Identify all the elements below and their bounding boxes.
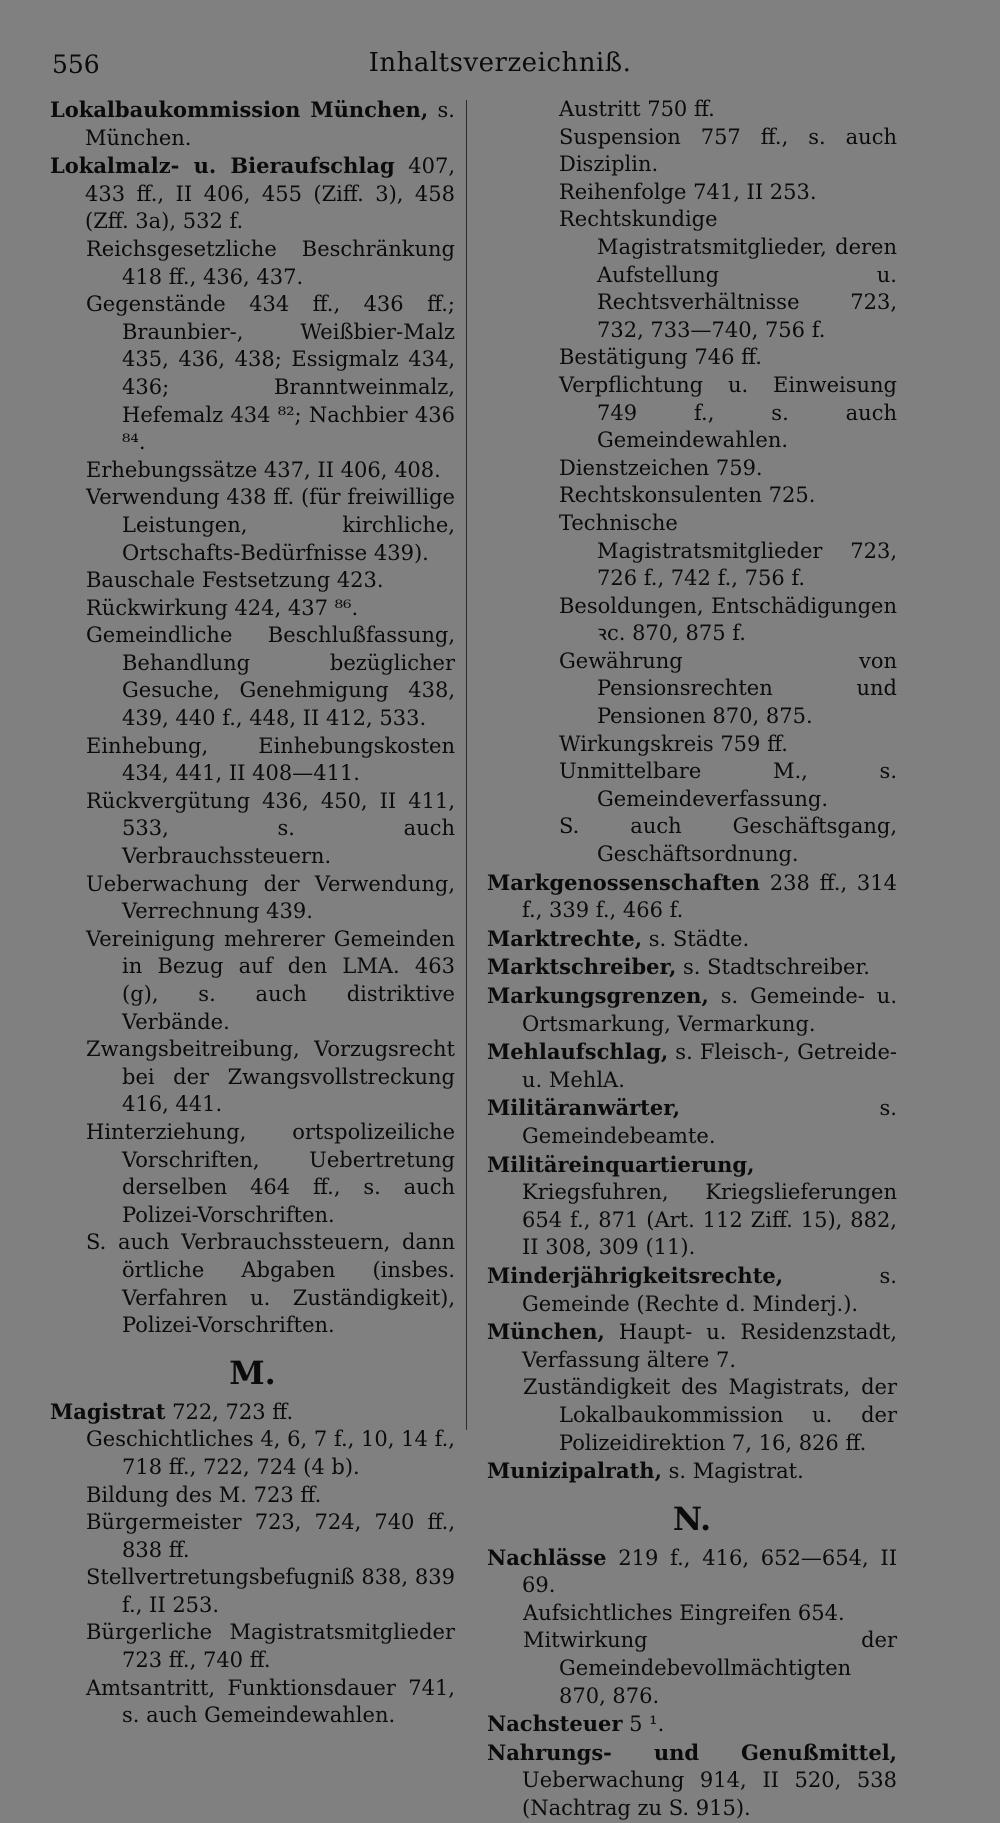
entry-references: s. Stadtschreiber. <box>676 955 870 980</box>
entry-references: 219 f., 416, 652—654, II 69. <box>522 1545 897 1598</box>
entry-references: S. auch Verbrauchssteuern, dann örtliche Abgaben (insbes. Verfahren u. Zuständigkeit), Polizei-Vorschriften. <box>86 1230 455 1338</box>
index-subentry <box>487 179 897 207</box>
index-subentry <box>50 1482 455 1510</box>
section-letter: M. <box>229 1353 276 1392</box>
column-divider <box>466 100 467 1430</box>
index-subentry <box>50 236 455 291</box>
entry-references: s. Gemeindebeamte. <box>522 1096 897 1148</box>
index-subentry <box>487 455 897 483</box>
entry-references: Rückwirkung 424, 437 ⁸⁶. <box>86 595 359 620</box>
entry-references: Rechtskonsulenten 725. <box>559 483 816 508</box>
index-subentry <box>50 1675 455 1730</box>
index-subentry <box>50 1229 455 1339</box>
index-entry <box>487 1544 897 1600</box>
index-subentry <box>50 595 455 623</box>
entry-references: s. Städte. <box>642 926 750 951</box>
entry-references: s. Magistrat. <box>661 1459 804 1484</box>
index-subentry <box>487 758 897 813</box>
entry-headword: Mehlaufschlag, <box>487 1039 669 1065</box>
entry-references: Dienstzeichen 759. <box>559 455 763 480</box>
entry-headword: Marktschreiber, <box>487 954 677 980</box>
entry-references: Gegenstände 434 ff., 436 ff.; Braunbier-, Weißbier-Malz 435, 436, 438; Essigmalz 434, 436; Branntweinmalz, Hefemalz 434 ⁸²; Nachbier 436 ⁸⁴. <box>86 292 455 455</box>
entry-headword: Magistrat <box>50 1398 166 1424</box>
entry-references: Kriegsfuhren, Kriegslieferungen 654 f., 871 (Art. 112 Ziff. 15), 882, II 308, 309 (11). <box>522 1180 897 1260</box>
index-subentry <box>50 1619 455 1674</box>
entry-references: Zuständigkeit des Magistrats, der Lokalbaukommission u. der Polizeidirektion 7, 16, 826 ff. <box>523 1375 897 1455</box>
entry-references: Gewährung von Pensionsrechten und Pensionen 870, 875. <box>559 648 897 729</box>
entry-references: Gemeindliche Beschlußfassung, Behandlung bezüglicher Gesuche, Genehmigung 438, 439, 440 f., 448, II 412, 533. <box>86 623 455 731</box>
index-subentry <box>487 1627 897 1710</box>
entry-references: Technische Magistratsmitglieder 723, 726 f., 742 f., 756 f. <box>559 510 897 591</box>
index-entry <box>487 1739 897 1823</box>
right-column <box>487 96 897 1823</box>
entry-references: Verpflichtung u. Einweisung 749 f., s. auch Gemeindewahlen. <box>559 372 897 453</box>
entry-references: Wirkungskreis 759 ff. <box>559 731 788 756</box>
entry-references: Haupt- u. Residenzstadt, Verfassung ältere 7. <box>522 1320 897 1372</box>
entry-references: Ueberwachung der Verwendung, Verrechnung 439. <box>86 871 455 924</box>
index-entry <box>487 1151 897 1262</box>
entry-references: Bürgermeister 723, 724, 740 ff., 838 ff. <box>86 1510 455 1562</box>
index-entry <box>487 869 897 925</box>
entry-references: Amtsantritt, Funktionsdauer 741, s. auch Gemeindewahlen. <box>86 1675 455 1728</box>
entry-headword: Markungsgrenzen, <box>487 983 709 1008</box>
entry-references: Unmittelbare M., s. Gemeindeverfassung. <box>559 759 897 811</box>
index-entry <box>50 1398 455 1427</box>
index-subentry <box>50 622 455 732</box>
index-subentry <box>50 1426 455 1481</box>
index-subentry <box>487 372 897 455</box>
entry-references: 407, 433 ff., II 406, 455 (Ziff. 3), 458 (Zff. 3a), 532 f. <box>85 154 455 234</box>
index-subentry <box>50 457 455 485</box>
entry-references: Geschichtliches 4, 6, 7 f., 10, 14 f., 718 ff., 722, 724 (4 b). <box>86 1427 455 1479</box>
entry-references: Aufsichtliches Eingreifen 654. <box>523 1600 845 1625</box>
index-entry <box>50 96 455 152</box>
entry-headword: Marktrechte, <box>487 925 643 951</box>
entry-references: Besoldungen, Entschädigungen ꝛc. 870, 875 f. <box>559 593 897 646</box>
entry-references: Stellvertretungsbefugniß 838, 839 f., II 253. <box>86 1565 455 1617</box>
entry-headword: Minderjährigkeitsrechte, <box>487 1262 784 1288</box>
index-subentry <box>487 344 897 372</box>
entry-references: s. Gemeinde (Rechte d. Minderj.). <box>522 1263 897 1316</box>
entry-references: s. Fleisch-, Getreide- u. MehlA. <box>522 1040 897 1092</box>
index-subentry <box>50 871 455 926</box>
section-letter: N. <box>672 1499 712 1538</box>
running-title: Inhaltsverzeichniß. <box>368 48 632 78</box>
entry-headword: Nachlässe <box>487 1544 607 1570</box>
entry-references: Bildung des M. 723 ff. <box>86 1482 322 1507</box>
entry-references: 238 ff., 314 f., 339 f., 466 f. <box>522 870 897 923</box>
entry-headword: Nahrungs- und Genußmittel, <box>487 1739 897 1765</box>
index-subentry <box>487 96 897 124</box>
index-entry <box>487 1318 897 1374</box>
index-entry <box>487 1262 897 1318</box>
entry-references: Reihenfolge 741, II 253. <box>559 179 817 204</box>
index-subentry <box>50 1119 455 1229</box>
entry-references: Suspension 757 ff., s. auch Disziplin. <box>559 124 897 177</box>
entry-headword: Lokalbaukommission München, <box>50 97 429 122</box>
page-number: 556 <box>52 50 100 79</box>
index-subentry <box>50 788 455 871</box>
index-entry <box>487 953 897 982</box>
index-subentry <box>487 1600 897 1628</box>
index-subentry <box>50 567 455 595</box>
entry-references: Einhebung, Einhebungskosten 434, 441, II 408—411. <box>86 733 455 786</box>
entry-headword: Militäranwärter, <box>487 1095 681 1121</box>
entry-references: s. Gemeinde- u. Ortsmarkung, Vermarkung. <box>522 984 897 1036</box>
index-subentry <box>50 1509 455 1564</box>
entry-references: 722, 723 ff. <box>165 1399 294 1424</box>
entry-headword: München, <box>487 1319 605 1345</box>
entry-headword: Markgenossenschaften <box>487 869 760 895</box>
index-subentry <box>487 206 897 344</box>
entry-references: Bestätigung 746 ff. <box>559 345 762 370</box>
index-subentry <box>50 1564 455 1619</box>
index-subentry <box>487 1374 897 1457</box>
index-entry <box>487 1094 897 1150</box>
left-column <box>50 96 455 1730</box>
index-entry <box>487 982 897 1038</box>
index-entry <box>487 925 897 954</box>
entry-references: Rechtskundige Magistratsmitglieder, deren Aufstellung u. Rechtsverhältnisse 723, 732, 733—740, 756 f. <box>559 207 897 342</box>
entry-references: Bauschale Festsetzung 423. <box>86 568 384 593</box>
entry-references: Bürgerliche Magistratsmitglieder 723 ff., 740 ff. <box>86 1620 455 1673</box>
entry-references: Hinterziehung, ortspolizeiliche Vorschriften, Uebertretung derselben 464 ff., s. auch Polizei-Vorschriften. <box>86 1119 455 1227</box>
entry-references: s. München. <box>85 98 455 150</box>
entry-headword: Nachsteuer <box>487 1711 623 1737</box>
index-entry <box>50 152 455 236</box>
index-subentry <box>487 593 897 648</box>
index-entry <box>487 1710 897 1739</box>
index-subentry <box>487 813 897 868</box>
index-entry <box>487 1457 897 1486</box>
index-subentry <box>50 733 455 788</box>
index-subentry <box>487 731 897 759</box>
entry-references: S. auch Geschäftsgang, Geschäftsordnung. <box>559 814 897 867</box>
entry-references: Vereinigung mehrerer Gemeinden in Bezug auf den LMA. 463 (g), s. auch distriktive Verbände. <box>86 926 455 1034</box>
index-subentry <box>487 648 897 731</box>
entry-references: Ueberwachung 914, II 520, 538 (Nachtrag zu S. 915). <box>522 1768 897 1821</box>
index-subentry <box>50 484 455 567</box>
index-subentry <box>50 1036 455 1119</box>
entry-references: Rückvergütung 436, 450, II 411, 533, s. auch Verbrauchssteuern. <box>86 788 455 869</box>
entry-headword: Munizipalrath, <box>487 1458 662 1484</box>
entry-references: Erhebungssätze 437, II 406, 408. <box>86 457 441 482</box>
index-subentry <box>487 510 897 593</box>
index-subentry <box>50 291 455 457</box>
index-subentry <box>487 124 897 179</box>
entry-headword: Militäreinquartierung, <box>487 1151 755 1177</box>
index-entry <box>487 1038 897 1094</box>
index-subentry <box>50 926 455 1036</box>
entry-references: Austritt 750 ff. <box>559 97 715 121</box>
entry-references: Reichsgesetzliche Beschränkung 418 ff., 436, 437. <box>86 236 455 289</box>
entry-references: Verwendung 438 ff. (für freiwillige Leistungen, kirchliche, Ortschafts-Bedürfnisse 439). <box>86 485 455 565</box>
entry-headword: Lokalmalz- u. Bieraufschlag <box>50 153 395 179</box>
entry-references: 5 ¹. <box>622 1712 665 1737</box>
entry-references: Mitwirkung der Gemeindebevollmächtigten 870, 876. <box>523 1628 897 1708</box>
entry-references: Zwangsbeitreibung, Vorzugsrecht bei der Zwangsvollstreckung 416, 441. <box>86 1037 455 1117</box>
index-subentry <box>487 482 897 510</box>
